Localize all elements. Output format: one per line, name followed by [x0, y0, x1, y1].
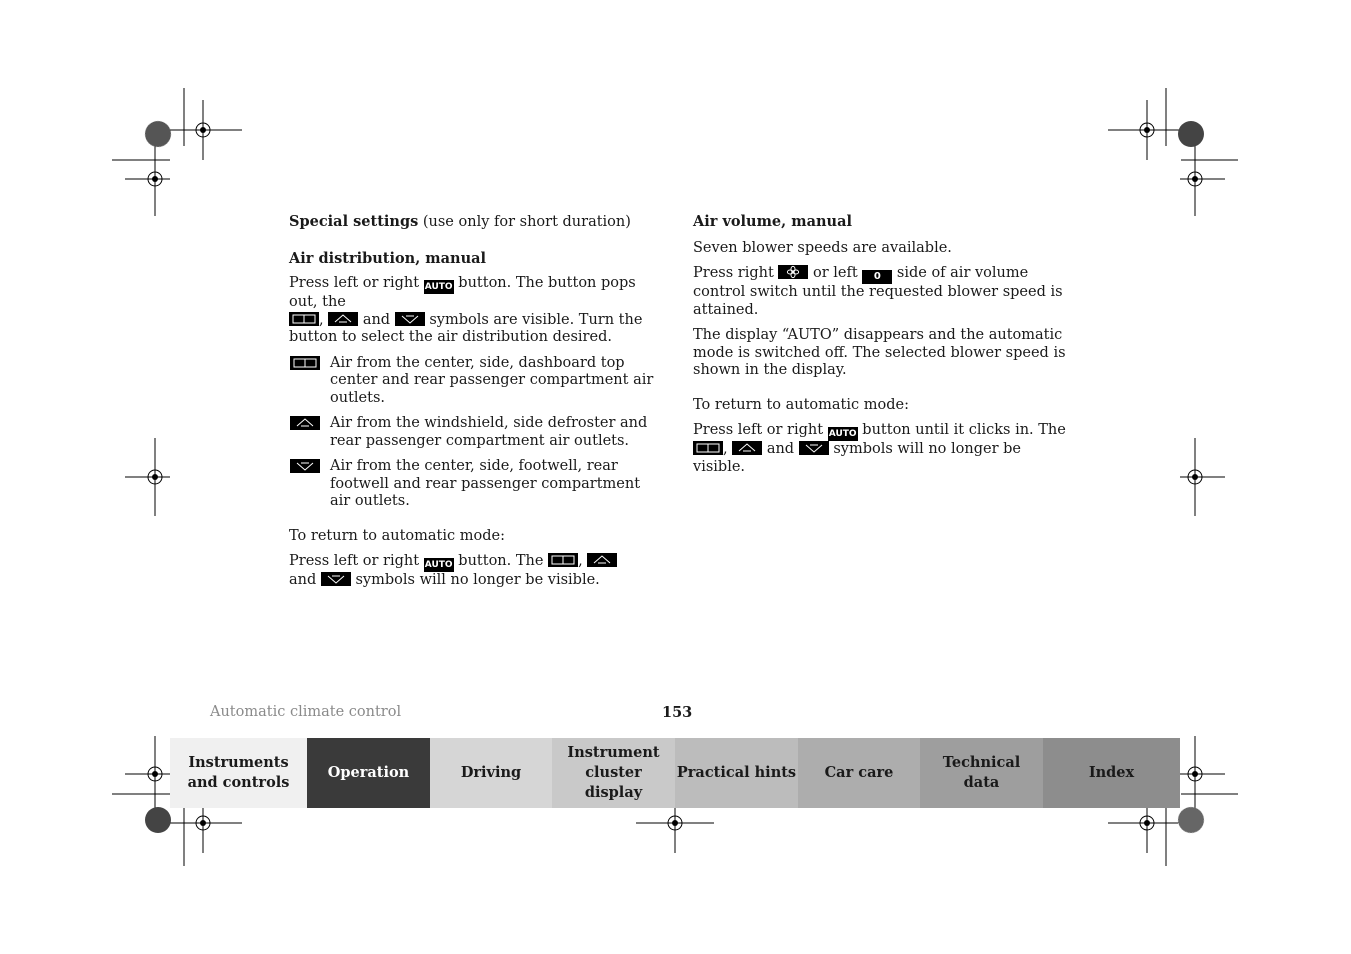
page-number: 153 — [662, 704, 693, 721]
tab-index[interactable]: Index — [1043, 738, 1180, 808]
center-outlets-icon — [548, 553, 578, 567]
list-item — [289, 458, 661, 511]
paragraph-air-distribution: Press left or right AUTO button. The button pops out, the , and symbols are visible. Turn the button to select the air distribution desired. — [289, 275, 643, 345]
left-column — [289, 213, 661, 590]
list-item — [289, 415, 661, 450]
windshield-icon — [732, 441, 762, 455]
footwell-icon — [321, 572, 351, 586]
center-outlets-icon — [289, 312, 319, 326]
center-outlets-icon — [693, 441, 723, 455]
paragraph-return-auto: Press left or right AUTO button until it clicks in. The , and symbols will no longer be visible. — [693, 422, 1066, 475]
windshield-icon — [587, 553, 617, 567]
blower-off-icon: 0 — [862, 270, 892, 284]
tab-driving[interactable]: Driving — [430, 738, 552, 808]
tab-technical-data[interactable]: Technical data — [920, 738, 1043, 808]
windshield-icon — [328, 312, 358, 326]
footer-section-title: Automatic climate control — [210, 704, 402, 720]
paragraph-blower-speeds: Seven blower speeds are available. — [693, 239, 952, 256]
list-item-text: Air from the center, side, footwell, rear footwell and rear passenger compartment air outlets. — [330, 458, 641, 509]
footwell-icon — [290, 459, 320, 473]
section-heading-note: (use only for short duration) — [422, 214, 631, 230]
auto-button-icon: AUTO — [424, 282, 453, 292]
auto-button-icon: AUTO — [424, 560, 453, 570]
center-outlets-icon — [290, 356, 320, 370]
footwell-icon — [395, 312, 425, 326]
tab-instruments-and-controls[interactable]: Instruments and controls — [170, 738, 307, 808]
tab-practical-hints[interactable]: Practical hints — [675, 738, 798, 808]
paragraph-display-auto: The display “AUTO” disappears and the automatic mode is switched off. The selected blower speed is shown in the display. — [693, 327, 1066, 378]
tab-instrument-cluster-display[interactable]: Instrument cluster display — [552, 738, 675, 808]
chapter-tab-bar — [170, 738, 1180, 808]
paragraph-return-auto: Press left or right AUTO button. The , and symbols will no longer be visible. — [289, 553, 661, 590]
list-item-text: Air from the windshield, side defroster and rear passenger compartment air outlets. — [330, 415, 648, 449]
right-column — [693, 213, 1068, 476]
footwell-icon — [799, 441, 829, 455]
paragraph-air-volume: Press right or left 0 side of air volume control switch until the requested blower speed is attained. — [693, 265, 1063, 318]
tab-operation[interactable]: Operation — [307, 738, 430, 808]
section-heading: Special settings — [289, 213, 419, 230]
windshield-icon — [290, 416, 320, 430]
auto-button-icon: AUTO — [828, 429, 857, 439]
return-title: To return to automatic mode: — [289, 527, 505, 544]
list-item-text: Air from the center, side, dashboard top center and rear passenger compartment air outlets. — [330, 354, 654, 406]
subheading-air-distribution: Air distribution, manual — [289, 249, 487, 267]
subheading-air-volume: Air volume, manual — [693, 213, 852, 230]
return-title: To return to automatic mode: — [693, 396, 909, 413]
fan-icon — [778, 265, 808, 279]
tab-car-care[interactable]: Car care — [798, 738, 920, 808]
list-item — [289, 355, 661, 408]
